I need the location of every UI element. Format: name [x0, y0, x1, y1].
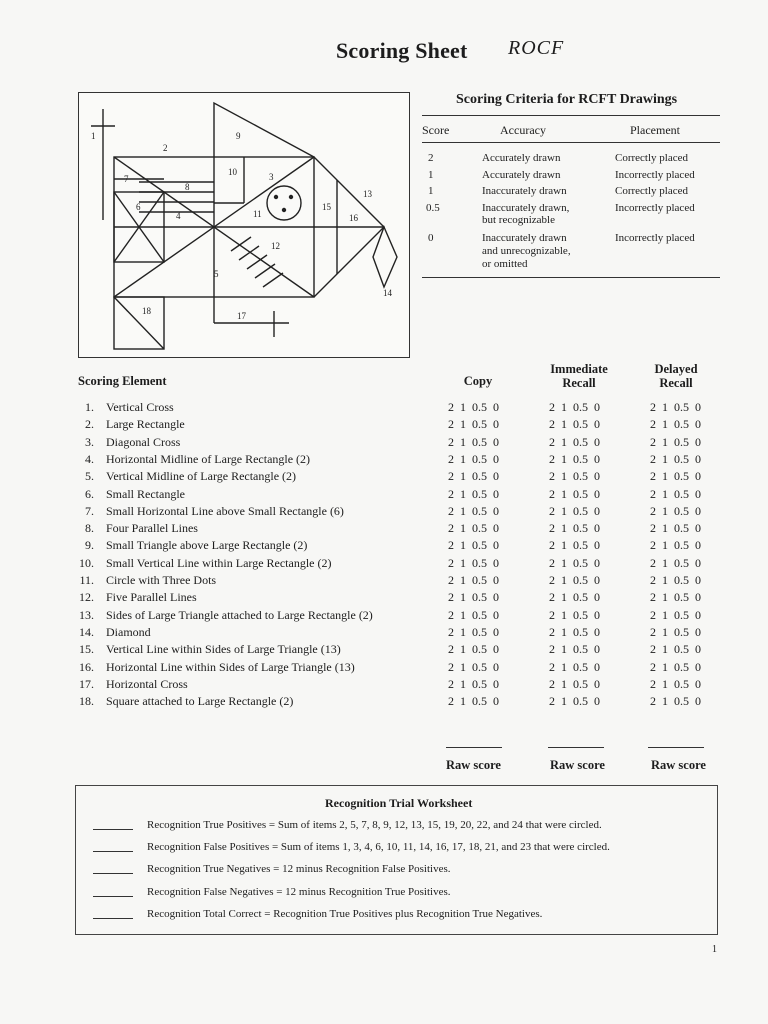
handwritten-note: ROCF [508, 37, 565, 59]
scoring-item-number: 13. [79, 608, 94, 622]
copy-score-options[interactable]: 2 1 0.5 0 [448, 608, 499, 622]
scoring-item-label: Four Parallel Lines [106, 521, 198, 535]
delayed-recall-score-options[interactable]: 2 1 0.5 0 [650, 417, 701, 431]
criteria-accuracy-cont: and unrecognizable, [482, 245, 571, 257]
figure-label: 16 [349, 213, 358, 223]
scoring-item-number: 6. [85, 487, 94, 501]
delayed-recall-score-options[interactable]: 2 1 0.5 0 [650, 435, 701, 449]
copy-score-options[interactable]: 2 1 0.5 0 [448, 660, 499, 674]
criteria-placement: Correctly placed [615, 185, 688, 197]
scoring-item-number: 16. [79, 660, 94, 674]
criteria-accuracy: Accurately drawn [482, 169, 561, 181]
delayed-recall-score-options[interactable]: 2 1 0.5 0 [650, 556, 701, 570]
criteria-header-rule [422, 142, 720, 143]
scoring-element-header: Scoring Element [78, 374, 167, 388]
scoring-item-label: Small Rectangle [106, 487, 185, 501]
figure-label: 14 [383, 288, 392, 298]
criteria-accuracy: Inaccurately drawn [482, 232, 567, 244]
delayed-recall-score-options[interactable]: 2 1 0.5 0 [650, 538, 701, 552]
scoring-item-label: Horizontal Line within Sides of Large Triangle (13) [106, 660, 355, 674]
criteria-title: Scoring Criteria for RCFT Drawings [456, 92, 678, 107]
scoring-item-label: Sides of Large Triangle attached to Large Rectangle (2) [106, 608, 373, 622]
scoring-item-label: Vertical Cross [106, 400, 174, 414]
delayed-raw-score-label: Raw score [651, 758, 706, 772]
delayed-recall-score-options[interactable]: 2 1 0.5 0 [650, 625, 701, 639]
copy-score-options[interactable]: 2 1 0.5 0 [448, 521, 499, 535]
immediate-raw-score-label: Raw score [550, 758, 605, 772]
delayed-recall-score-options[interactable]: 2 1 0.5 0 [650, 521, 701, 535]
scoring-item-number: 5. [85, 469, 94, 483]
scoring-item-label: Vertical Midline of Large Rectangle (2) [106, 469, 297, 483]
copy-score-options[interactable]: 2 1 0.5 0 [448, 625, 499, 639]
copy-score-options[interactable]: 2 1 0.5 0 [448, 417, 499, 431]
immediate-recall-score-options[interactable]: 2 1 0.5 0 [549, 400, 600, 414]
scoring-item-label: Horizontal Cross [106, 677, 188, 691]
scoring-item-number: 2. [85, 417, 94, 431]
scoring-item-number: 4. [85, 452, 94, 466]
figure-label: 18 [142, 306, 151, 316]
immediate-recall-score-options[interactable]: 2 1 0.5 0 [549, 573, 600, 587]
immediate-recall-score-options[interactable]: 2 1 0.5 0 [549, 435, 600, 449]
true-negatives-blank[interactable] [93, 873, 133, 874]
copy-score-options[interactable]: 2 1 0.5 0 [448, 573, 499, 587]
worksheet-title: Recognition Trial Worksheet [325, 796, 473, 810]
total-correct-blank[interactable] [93, 918, 133, 919]
immediate-recall-header: Immediate Recall [550, 362, 608, 390]
scoring-item-label: Small Horizontal Line above Small Rectangle (6) [106, 504, 344, 518]
figure-label: 8 [185, 182, 190, 192]
page-mark: 1 [712, 944, 717, 955]
scoring-item-number: 11. [79, 573, 94, 587]
copy-score-options[interactable]: 2 1 0.5 0 [448, 400, 499, 414]
copy-raw-score-blank[interactable] [446, 747, 502, 748]
figure-label: 7 [124, 174, 129, 184]
true-positives-blank[interactable] [93, 829, 133, 830]
figure-label: 2 [163, 143, 168, 153]
criteria-score: 1 [428, 169, 434, 181]
criteria-accuracy-cont: or omitted [482, 258, 528, 270]
scoring-item-label: Vertical Line within Sides of Large Triangle (13) [106, 642, 341, 656]
delayed-recall-score-options[interactable]: 2 1 0.5 0 [650, 660, 701, 674]
worksheet-row: Recognition False Negatives = 12 minus Recognition True Positives. [147, 886, 451, 898]
criteria-bottom-rule [422, 277, 720, 278]
immediate-recall-score-options[interactable]: 2 1 0.5 0 [549, 504, 600, 518]
figure-label: 12 [271, 241, 280, 251]
figure-label: 5 [214, 269, 219, 279]
delayed-recall-score-options[interactable]: 2 1 0.5 0 [650, 608, 701, 622]
worksheet-row: Recognition True Positives = Sum of items 2, 5, 7, 8, 9, 12, 13, 15, 19, 20, 22, and 24 that were circled. [147, 819, 602, 831]
copy-score-options[interactable]: 2 1 0.5 0 [448, 556, 499, 570]
delayed-recall-score-options[interactable]: 2 1 0.5 0 [650, 487, 701, 501]
scoring-item-number: 3. [85, 435, 94, 449]
criteria-top-rule [422, 115, 720, 116]
figure-label: 13 [363, 189, 372, 199]
scoring-item-number: 12. [79, 590, 94, 604]
immediate-raw-score-blank[interactable] [548, 747, 604, 748]
scoring-item-label: Diamond [106, 625, 151, 639]
scoring-item-label: Circle with Three Dots [106, 573, 217, 587]
scoring-item-number: 17. [79, 677, 94, 691]
scoring-item-label: Diagonal Cross [106, 435, 181, 449]
copy-score-options[interactable]: 2 1 0.5 0 [448, 452, 499, 466]
delayed-recall-score-options[interactable]: 2 1 0.5 0 [650, 573, 701, 587]
delayed-recall-score-options[interactable]: 2 1 0.5 0 [650, 400, 701, 414]
scoring-item-number: 18. [79, 694, 94, 708]
copy-header: Copy [463, 374, 493, 388]
scoring-item-number: 7. [85, 504, 94, 518]
criteria-placement: Incorrectly placed [615, 232, 695, 244]
immediate-recall-score-options[interactable]: 2 1 0.5 0 [549, 556, 600, 570]
delayed-raw-score-blank[interactable] [648, 747, 704, 748]
rey-figure-box [78, 92, 410, 358]
scoring-item-number: 9. [85, 538, 94, 552]
rey-complex-figure [79, 93, 409, 357]
copy-score-options[interactable]: 2 1 0.5 0 [448, 435, 499, 449]
scoring-item-label: Large Rectangle [106, 417, 185, 431]
copy-score-options[interactable]: 2 1 0.5 0 [448, 469, 499, 483]
worksheet-row: Recognition False Positives = Sum of items 1, 3, 4, 6, 10, 11, 14, 16, 17, 18, 21, and 23 that were circled. [147, 841, 610, 853]
copy-score-options[interactable]: 2 1 0.5 0 [448, 538, 499, 552]
copy-score-options[interactable]: 2 1 0.5 0 [448, 642, 499, 656]
figure-label: 9 [236, 131, 241, 141]
immediate-recall-score-options[interactable]: 2 1 0.5 0 [549, 677, 600, 691]
immediate-recall-score-options[interactable]: 2 1 0.5 0 [549, 694, 600, 708]
criteria-score: 1 [428, 185, 434, 197]
immediate-recall-score-options[interactable]: 2 1 0.5 0 [549, 521, 600, 535]
immediate-recall-score-options[interactable]: 2 1 0.5 0 [549, 660, 600, 674]
immediate-recall-score-options[interactable]: 2 1 0.5 0 [549, 469, 600, 483]
delayed-recall-score-options[interactable]: 2 1 0.5 0 [650, 469, 701, 483]
worksheet-row: Recognition Total Correct = Recognition True Positives plus Recognition True Negatives. [147, 908, 543, 920]
scoring-item-number: 14. [79, 625, 94, 639]
criteria-placement: Incorrectly placed [615, 169, 695, 181]
delayed-recall-score-options[interactable]: 2 1 0.5 0 [650, 504, 701, 518]
scoring-item-label: Horizontal Midline of Large Rectangle (2) [106, 452, 311, 466]
criteria-score: 0 [428, 232, 434, 244]
immediate-recall-score-options[interactable]: 2 1 0.5 0 [549, 487, 600, 501]
false-positives-blank[interactable] [93, 851, 133, 852]
delayed-recall-score-options[interactable]: 2 1 0.5 0 [650, 642, 701, 656]
figure-label: 15 [322, 202, 331, 212]
criteria-header-score: Score [422, 123, 450, 137]
figure-label: 4 [176, 211, 181, 221]
scoring-item-number: 10. [79, 556, 94, 570]
immediate-recall-score-options[interactable]: 2 1 0.5 0 [549, 590, 600, 604]
immediate-recall-score-options[interactable]: 2 1 0.5 0 [549, 642, 600, 656]
worksheet-row: Recognition True Negatives = 12 minus Recognition False Positives. [147, 863, 451, 875]
criteria-placement: Incorrectly placed [615, 202, 695, 214]
figure-label: 11 [253, 209, 262, 219]
criteria-accuracy: Inaccurately drawn [482, 185, 567, 197]
criteria-accuracy-cont: but recognizable [482, 214, 555, 226]
criteria-accuracy: Inaccurately drawn, [482, 202, 570, 214]
scoring-item-label: Five Parallel Lines [106, 590, 197, 604]
criteria-accuracy: Accurately drawn [482, 152, 561, 164]
figure-label: 6 [136, 202, 141, 212]
copy-score-options[interactable]: 2 1 0.5 0 [448, 677, 499, 691]
copy-score-options[interactable]: 2 1 0.5 0 [448, 694, 499, 708]
delayed-recall-score-options[interactable]: 2 1 0.5 0 [650, 677, 701, 691]
scoring-item-number: 15. [79, 642, 94, 656]
scoring-item-number: 1. [85, 400, 94, 414]
copy-score-options[interactable]: 2 1 0.5 0 [448, 590, 499, 604]
figure-label: 1 [91, 131, 96, 141]
immediate-recall-score-options[interactable]: 2 1 0.5 0 [549, 625, 600, 639]
false-negatives-blank[interactable] [93, 896, 133, 897]
scoring-item-number: 8. [85, 521, 94, 535]
figure-label: 10 [228, 167, 237, 177]
immediate-recall-score-options[interactable]: 2 1 0.5 0 [549, 608, 600, 622]
delayed-recall-header: Delayed Recall [654, 362, 698, 390]
criteria-header-placement: Placement [630, 123, 680, 137]
figure-label: 17 [237, 311, 246, 321]
criteria-score: 2 [428, 152, 434, 164]
scoring-item-label: Small Vertical Line within Large Rectangle (2) [106, 556, 332, 570]
page-title: Scoring Sheet [336, 38, 468, 63]
delayed-recall-score-options[interactable]: 2 1 0.5 0 [650, 590, 701, 604]
delayed-recall-score-options[interactable]: 2 1 0.5 0 [650, 694, 701, 708]
immediate-recall-score-options[interactable]: 2 1 0.5 0 [549, 417, 600, 431]
figure-label: 3 [269, 172, 274, 182]
criteria-placement: Correctly placed [615, 152, 688, 164]
scoring-item-label: Small Triangle above Large Rectangle (2) [106, 538, 308, 552]
immediate-recall-score-options[interactable]: 2 1 0.5 0 [549, 538, 600, 552]
immediate-recall-score-options[interactable]: 2 1 0.5 0 [549, 452, 600, 466]
scoring-item-label: Square attached to Large Rectangle (2) [106, 694, 294, 708]
delayed-recall-score-options[interactable]: 2 1 0.5 0 [650, 452, 701, 466]
criteria-header-accuracy: Accuracy [500, 123, 546, 137]
copy-raw-score-label: Raw score [446, 758, 501, 772]
criteria-score: 0.5 [426, 202, 440, 214]
copy-score-options[interactable]: 2 1 0.5 0 [448, 487, 499, 501]
copy-score-options[interactable]: 2 1 0.5 0 [448, 504, 499, 518]
